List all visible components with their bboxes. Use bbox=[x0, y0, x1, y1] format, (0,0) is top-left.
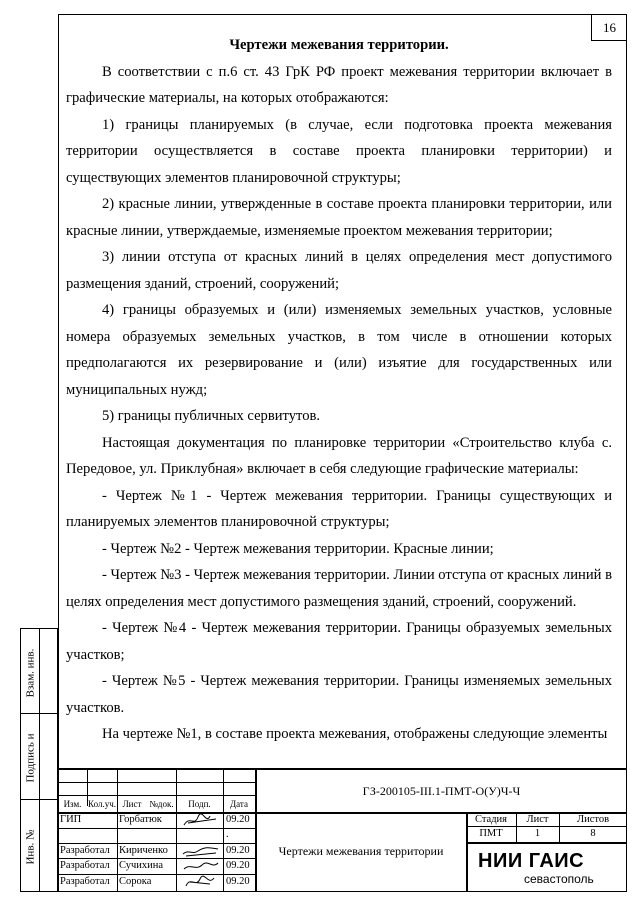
row-date: 09.20 bbox=[226, 845, 250, 856]
row-name: Кириченко bbox=[119, 845, 168, 856]
paragraph: - Чертеж №1 - Чертеж межевания территории. Границы существующих и планируемых элементов планировочной структуры; bbox=[66, 487, 612, 530]
row-role: Разработал bbox=[60, 845, 110, 856]
header-izm: Изм. bbox=[63, 799, 82, 809]
side-label-podpis: Подпись и bbox=[24, 733, 37, 783]
paragraph: - Чертеж №2 - Чертеж межевания территории. Красные линии; bbox=[102, 540, 494, 557]
row-name: Сорока bbox=[119, 876, 152, 887]
header-list: Лист bbox=[122, 799, 142, 809]
paragraph: На чертеже №1, в составе проекта межевания, отображены следующие элементы bbox=[102, 726, 608, 742]
sheets-label: Листов bbox=[576, 814, 610, 825]
paragraph: Настоящая документация по планировке территории «Строительство клуба с. Передовое, ул. Приклубная» включает в себя следующие графические материалы: bbox=[66, 434, 612, 477]
paragraph: В соответствии с п.6 ст. 43 ГрК РФ проект межевания территории включает в графические материалы, на которых отображаются: bbox=[66, 63, 612, 106]
paragraph: 4) границы образуемых и (или) изменяемых земельных участков, условные номера образуемых земельных участков, в том числе в отношении которых предполагаются их резервирование и (или) изъятие для государственных или муниципальных нужд; bbox=[66, 302, 612, 398]
paragraph: 2) красные линии, утвержденные в составе проекта планировки территории, или красные линии, утверждаемые, изменяемые проектом межевания территории; bbox=[66, 196, 612, 239]
paragraph: - Чертеж №3 - Чертеж межевания территории. Линии отступа от красных линий в целях определения мест допустимого размещения зданий, строений, сооружений. bbox=[66, 567, 612, 610]
sheet-title: Чертежи межевания территории bbox=[278, 844, 444, 858]
header-kol-uch: Кол.уч. bbox=[88, 799, 116, 809]
side-label-vzam-inv: Взам. инв. bbox=[24, 648, 37, 698]
logo-sub-text: севастополь bbox=[524, 872, 594, 886]
row-date: . bbox=[226, 829, 229, 840]
row-date: 09.20 bbox=[226, 876, 250, 887]
signature-gorbatyuk bbox=[180, 813, 222, 829]
row-role: Разработал bbox=[60, 876, 110, 887]
header-podp: Подп. bbox=[188, 799, 211, 809]
side-stamp bbox=[20, 628, 58, 892]
stage-value: ПМТ bbox=[479, 828, 503, 839]
sheet-label: Лист bbox=[526, 814, 549, 825]
page-number: 16 bbox=[591, 14, 627, 41]
title-block bbox=[58, 768, 627, 892]
signature-kirichenko bbox=[180, 843, 222, 859]
paragraph: 5) границы публичных сервитутов. bbox=[102, 408, 321, 424]
header-data: Дата bbox=[230, 799, 248, 809]
paragraph: - Чертеж №4 - Чертеж межевания территории. Границы образуемых земельных участков; bbox=[66, 620, 612, 663]
row-role: Разработал bbox=[60, 860, 110, 871]
row-date: 09.20 bbox=[226, 814, 250, 825]
company-logo bbox=[476, 850, 626, 890]
signature-suchikhina bbox=[180, 859, 222, 875]
header-doc-no: №док. bbox=[149, 799, 174, 809]
document-title: Чертежи межевания территории. bbox=[229, 37, 449, 53]
row-name: Горбатюк bbox=[119, 814, 162, 825]
logo-main-text: НИИ ГАИС bbox=[478, 850, 585, 872]
stage-label: Стадия bbox=[474, 814, 508, 825]
row-role: ГИП bbox=[60, 814, 82, 825]
document-code: ГЗ-200105-III.1-ПМТ-О(У)Ч-Ч bbox=[362, 784, 521, 798]
paragraph: 3) линии отступа от красных линий в целях определения мест допустимого размещения зданий, строений, сооружений; bbox=[66, 249, 612, 292]
paragraph: 1) границы планируемых (в случае, если подготовка проекта межевания территории осуществляется в составе проекта планировки территории) и существующих элементов планировочной структуры; bbox=[66, 116, 612, 186]
document-body bbox=[66, 32, 612, 748]
side-label-inv-no: Инв. № bbox=[24, 829, 37, 865]
sheet-value: 1 bbox=[534, 828, 541, 839]
row-name: Сучихина bbox=[119, 860, 164, 871]
sheets-value: 8 bbox=[590, 828, 596, 839]
signature-soroka bbox=[180, 874, 222, 890]
row-date: 09.20 bbox=[226, 860, 250, 871]
paragraph: - Чертеж №5 - Чертеж межевания территории. Границы изменяемых земельных участков. bbox=[66, 673, 612, 716]
